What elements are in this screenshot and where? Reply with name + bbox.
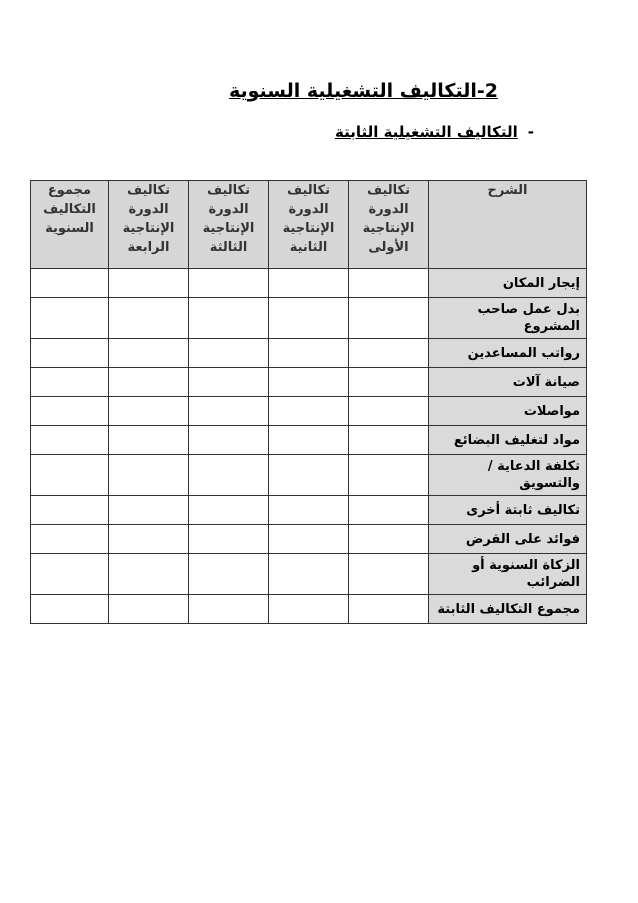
- annual-total-cell[interactable]: [31, 368, 109, 397]
- row-label: [429, 426, 587, 455]
- period-cost-cell[interactable]: [349, 595, 429, 624]
- header-line: الإنتاجية: [282, 221, 335, 236]
- period-cost-cell[interactable]: [189, 269, 269, 298]
- header-line: الدورة: [128, 202, 169, 217]
- row-label-line: تكاليف ثابتة أخرى: [466, 502, 580, 518]
- period-cost-cell[interactable]: [109, 298, 189, 339]
- period-cost-cell[interactable]: [349, 426, 429, 455]
- row-label-line: المشروع: [523, 319, 580, 334]
- period-cost-cell[interactable]: [189, 525, 269, 554]
- header-line: الثانية: [289, 240, 328, 255]
- period-cost-cell[interactable]: [349, 339, 429, 368]
- period-cost-cell[interactable]: [109, 397, 189, 426]
- period-cost-cell[interactable]: [189, 426, 269, 455]
- period-cost-cell[interactable]: [109, 496, 189, 525]
- period-cost-cell[interactable]: [189, 368, 269, 397]
- period-cost-cell[interactable]: [189, 455, 269, 496]
- row-label: [429, 496, 587, 525]
- period-cost-cell[interactable]: [269, 368, 349, 397]
- header-description: الشرح: [429, 181, 587, 269]
- header-line: الدورة: [288, 202, 329, 217]
- row-label-line: الضرائب: [526, 575, 580, 590]
- table-row: [31, 496, 587, 525]
- period-cost-cell[interactable]: [109, 339, 189, 368]
- period-cost-cell[interactable]: [269, 339, 349, 368]
- table-row: [31, 595, 587, 624]
- header-line: الثالثة: [209, 240, 248, 255]
- period-cost-cell[interactable]: [109, 455, 189, 496]
- period-cost-cell[interactable]: [349, 554, 429, 595]
- subsection-dash: -: [527, 123, 534, 141]
- row-label-line: صيانة آلات: [512, 374, 580, 390]
- header-line: الدورة: [208, 202, 249, 217]
- table-row: [31, 368, 587, 397]
- row-label-line: تكلفة الدعاية /: [487, 459, 580, 474]
- period-cost-cell[interactable]: [189, 595, 269, 624]
- table-row: [31, 554, 587, 595]
- period-cost-cell[interactable]: [349, 525, 429, 554]
- header-line: الإنتاجية: [122, 221, 175, 236]
- row-label-line: مجموع التكاليف الثابتة: [437, 601, 580, 617]
- table-row: [31, 426, 587, 455]
- period-cost-cell[interactable]: [349, 496, 429, 525]
- header-line: تكاليف: [127, 183, 170, 198]
- period-cost-cell[interactable]: [109, 368, 189, 397]
- period-cost-cell[interactable]: [109, 525, 189, 554]
- period-cost-cell[interactable]: [349, 298, 429, 339]
- header-period-4: [109, 181, 189, 269]
- table-row: [31, 339, 587, 368]
- annual-total-cell[interactable]: [31, 455, 109, 496]
- row-label: [429, 298, 587, 339]
- period-cost-cell[interactable]: [189, 496, 269, 525]
- table-row: [31, 525, 587, 554]
- period-cost-cell[interactable]: [349, 455, 429, 496]
- period-cost-cell[interactable]: [189, 298, 269, 339]
- annual-total-cell[interactable]: [31, 397, 109, 426]
- annual-total-cell[interactable]: [31, 496, 109, 525]
- subsection-title: التكاليف التشغيلية الثابتة: [334, 123, 518, 141]
- period-cost-cell[interactable]: [349, 269, 429, 298]
- row-label-line: بدل عمل صاحب: [477, 302, 580, 317]
- row-label: [429, 397, 587, 426]
- annual-total-cell[interactable]: [31, 339, 109, 368]
- annual-total-cell[interactable]: [31, 554, 109, 595]
- row-label-line: مواد لتغليف البضائع: [453, 432, 580, 448]
- period-cost-cell[interactable]: [269, 455, 349, 496]
- header-line: التكاليف: [43, 202, 96, 217]
- row-label: [429, 269, 587, 298]
- annual-total-cell[interactable]: [31, 595, 109, 624]
- table-row: [31, 397, 587, 426]
- header-line: الأولى: [368, 240, 409, 255]
- period-cost-cell[interactable]: [109, 269, 189, 298]
- period-cost-cell[interactable]: [269, 525, 349, 554]
- period-cost-cell[interactable]: [189, 554, 269, 595]
- header-line: الرابعة: [127, 240, 170, 255]
- header-total: [31, 181, 109, 269]
- header-line: الإنتاجية: [362, 221, 415, 236]
- table-row: [31, 269, 587, 298]
- header-row: [31, 181, 587, 269]
- row-label: [429, 368, 587, 397]
- table-row: [31, 455, 587, 496]
- row-label-line: الزكاة السنوية أو: [472, 558, 580, 573]
- header-line: تكاليف: [207, 183, 250, 198]
- period-cost-cell[interactable]: [269, 397, 349, 426]
- row-label: [429, 595, 587, 624]
- row-label-line: فوائد على القرض: [465, 531, 580, 547]
- header-line: الدورة: [368, 202, 409, 217]
- fixed-costs-table: [30, 180, 587, 624]
- period-cost-cell[interactable]: [109, 426, 189, 455]
- header-line: السنوية: [45, 221, 94, 236]
- row-label-line: رواتب المساعدين: [467, 345, 580, 361]
- period-cost-cell[interactable]: [109, 595, 189, 624]
- period-cost-cell[interactable]: [349, 397, 429, 426]
- row-label-line: مواصلات: [523, 403, 580, 419]
- row-label: [429, 455, 587, 496]
- row-label: [429, 554, 587, 595]
- annual-total-cell[interactable]: [31, 298, 109, 339]
- period-cost-cell[interactable]: [109, 554, 189, 595]
- period-cost-cell[interactable]: [269, 426, 349, 455]
- header-period-1: [349, 181, 429, 269]
- row-label: [429, 525, 587, 554]
- period-cost-cell[interactable]: [269, 595, 349, 624]
- period-cost-cell[interactable]: [269, 554, 349, 595]
- annual-total-cell[interactable]: [31, 525, 109, 554]
- header-line: الإنتاجية: [202, 221, 255, 236]
- period-cost-cell[interactable]: [189, 397, 269, 426]
- period-cost-cell[interactable]: [269, 496, 349, 525]
- header-period-3: [189, 181, 269, 269]
- table-row: [31, 298, 587, 339]
- period-cost-cell[interactable]: [269, 269, 349, 298]
- header-line: تكاليف: [287, 183, 330, 198]
- subsection-heading: [335, 123, 534, 141]
- section-heading: 2-التكاليف التشغيلية السنوية: [228, 80, 498, 102]
- header-period-2: [269, 181, 349, 269]
- header-line: مجموع: [47, 183, 92, 198]
- period-cost-cell[interactable]: [349, 368, 429, 397]
- annual-total-cell[interactable]: [31, 426, 109, 455]
- row-label-line: والتسويق: [519, 476, 580, 491]
- header-line: تكاليف: [367, 183, 410, 198]
- annual-total-cell[interactable]: [31, 269, 109, 298]
- row-label-line: إيجار المكان: [502, 275, 580, 291]
- period-cost-cell[interactable]: [269, 298, 349, 339]
- row-label: [429, 339, 587, 368]
- period-cost-cell[interactable]: [189, 339, 269, 368]
